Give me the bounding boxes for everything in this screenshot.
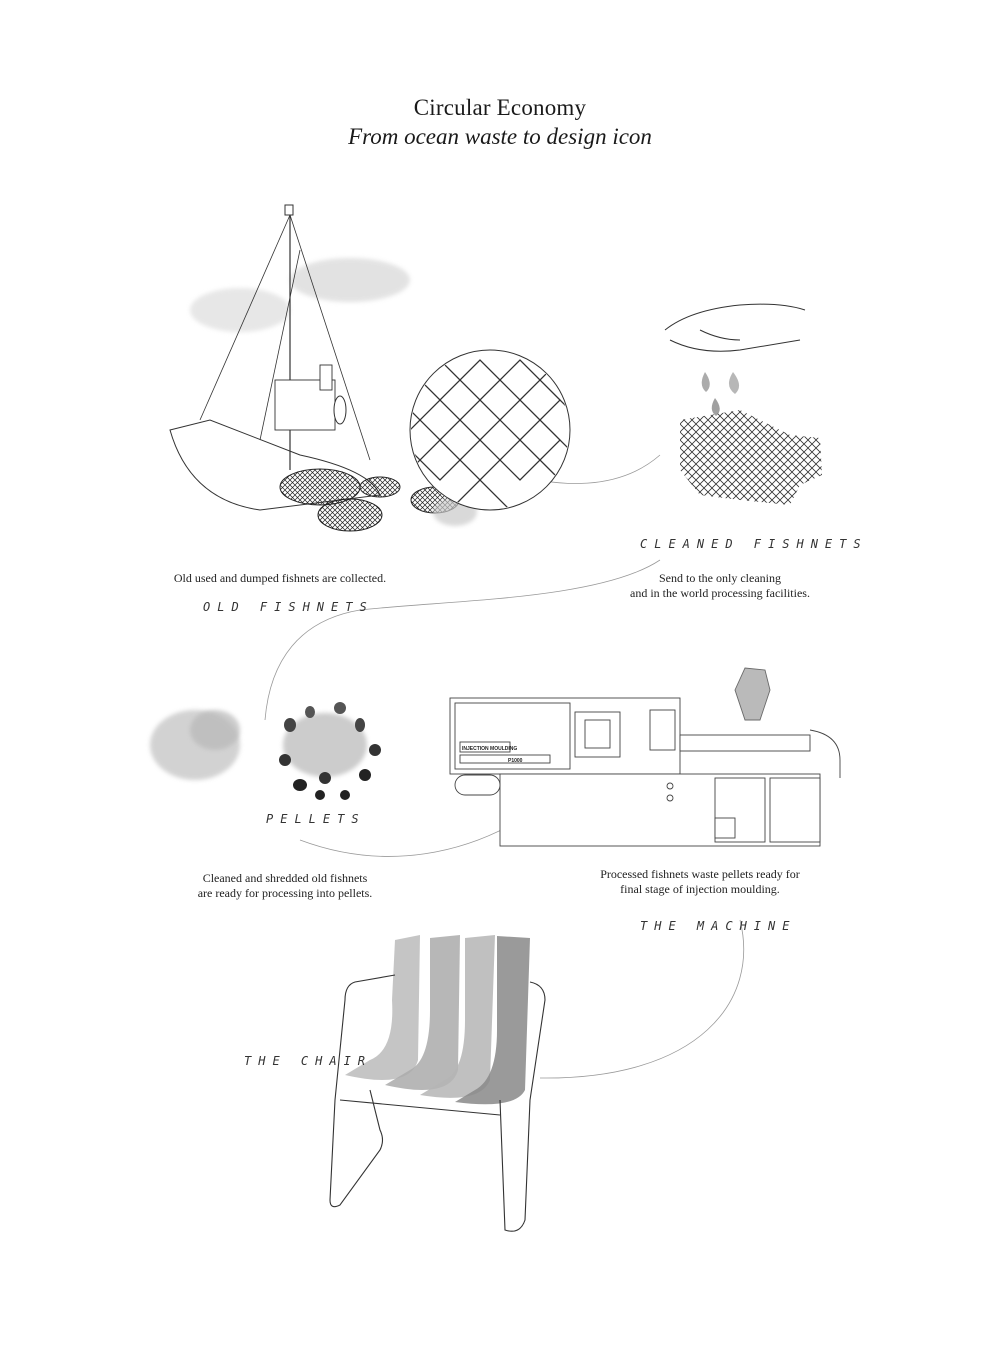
caption-line: and in the world processing facilities. [630,586,810,600]
cleaned-fishnet-patch [680,410,822,505]
step-label-the-machine: THE MACHINE [640,919,797,933]
step-label-pellets: PELLETS [266,812,366,826]
caption-line: Old used and dumped fishnets are collected. [173,571,387,585]
caption-line: Processed fishnets waste pellets ready for [600,867,800,881]
machine-model-label: P1000 [508,758,523,764]
caption-cleaned-fishnets [590,571,850,601]
injection-moulding-machine [450,668,840,846]
caption-line: Send to the only cleaning [659,571,781,585]
pellets-cluster [279,702,381,800]
caption-old-fishnets [150,571,410,586]
step-label-old-fishnets: OLD FISHNETS [203,600,374,614]
caption-the-machine [560,867,840,897]
boat-illustration [170,205,410,510]
caption-line: are ready for processing into pellets. [197,886,373,900]
caption-line: Cleaned and shredded old fishnets [202,871,368,885]
caption-pellets [150,871,420,901]
chair-illustration [330,935,545,1231]
step-label-the-chair: THE CHAIR [244,1054,373,1068]
page-subtitle: From ocean waste to design icon [348,124,652,149]
page-title: Circular Economy [413,95,587,120]
step-label-cleaned-fishnets: CLEANED FISHNETS [640,537,868,551]
shredded-fishnets [150,710,240,780]
machine-panel-label: INJECTION MOULDING [462,746,518,752]
hand-illustration [665,304,805,416]
caption-line: final stage of injection moulding. [620,882,780,896]
